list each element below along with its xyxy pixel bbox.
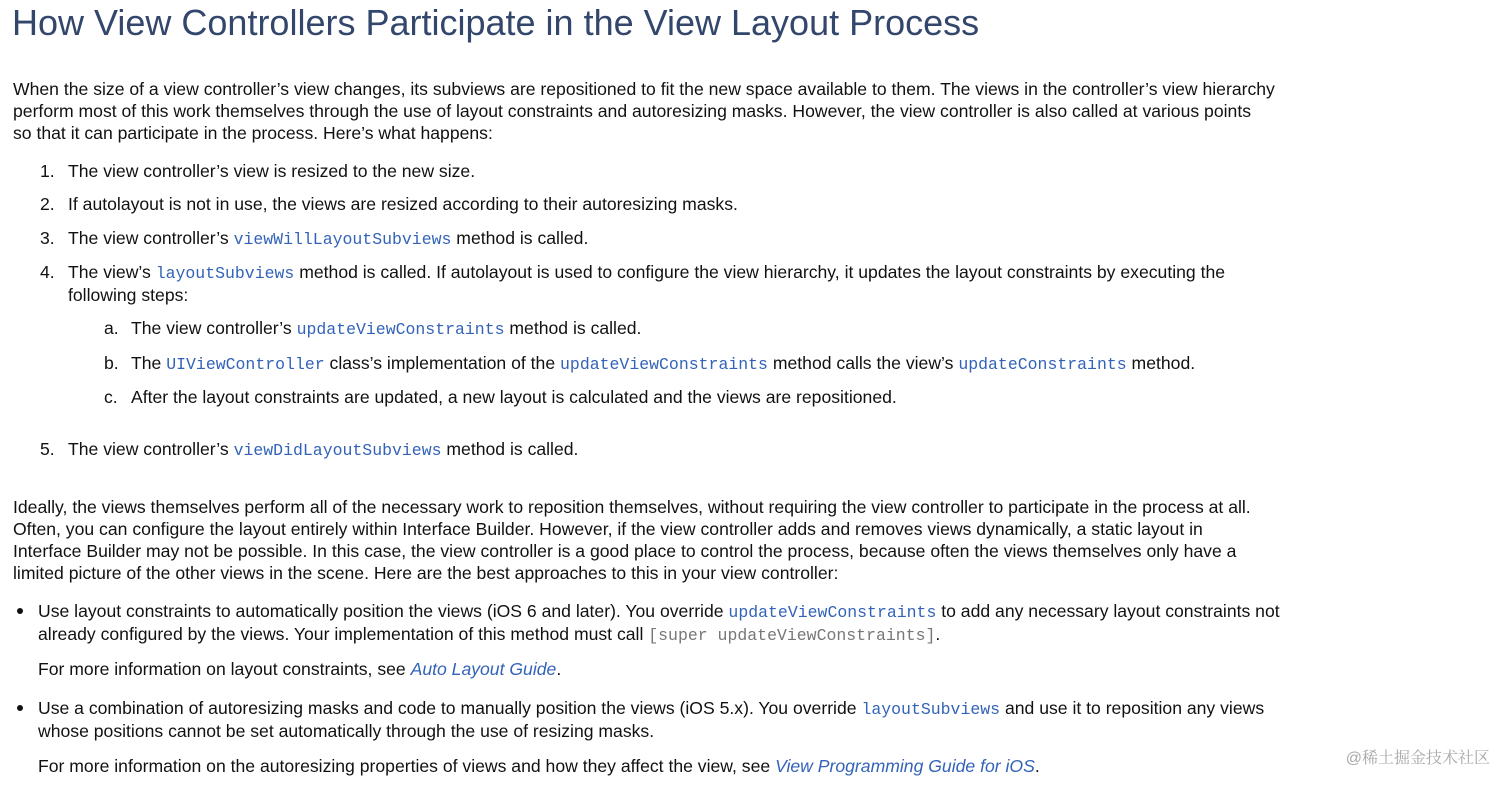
step-text [68, 227, 588, 251]
ideal-line: Often, you can configure the layout entirely within Interface Builder. However, if the view controller adds and removes views dynamically, a static layout in [13, 519, 1203, 539]
step-number: 1. [40, 161, 55, 181]
substep-text [131, 352, 1195, 376]
bullet-text [38, 600, 1280, 624]
bullet-icon [17, 705, 23, 711]
substep-text-pre: The [131, 353, 167, 373]
api-link-layoutSubviews[interactable]: layoutSubviews [155, 264, 295, 283]
api-link-viewWillLayoutSubviews[interactable]: viewWillLayoutSubviews [233, 230, 452, 249]
more-info-pre: For more information on layout constraints, see [38, 659, 411, 679]
api-link-updateConstraints[interactable]: updateConstraints [958, 355, 1127, 374]
api-link-updateViewConstraints[interactable]: updateViewConstraints [728, 603, 937, 622]
bullet-text-post: and use it to reposition any views [1000, 698, 1265, 718]
substep-text [131, 317, 641, 341]
step-text [68, 438, 578, 462]
intro-line: When the size of a view controller’s view changes, its subviews are repositioned to fit the new space available to them. The views in the controller’s view hierarchy [13, 79, 1275, 99]
page-title: How View Controllers Participate in the View Layout Process [12, 2, 980, 43]
bullet-text-continued [38, 623, 940, 647]
bullet-icon [17, 608, 23, 614]
ideal-paragraph [13, 496, 1491, 584]
substep-text-post: method. [1126, 353, 1196, 373]
substep-text-pre: The view controller’s [131, 318, 297, 338]
substep-text-post: method is called. [504, 318, 642, 338]
ideal-line: limited picture of the other views in the scene. Here are the best approaches to this in your view controller: [13, 563, 839, 583]
step-number: 2. [40, 194, 55, 214]
bullet-text-post: . [935, 624, 941, 644]
substep-letter: a. [104, 318, 119, 338]
step-number: 3. [40, 228, 55, 248]
bullet-text [38, 697, 1264, 721]
api-link-layoutSubviews[interactable]: layoutSubviews [861, 700, 1001, 719]
intro-line: perform most of this work themselves through the use of layout constraints and autoresizing masks. However, the view controller is also called at various points [13, 101, 1252, 121]
bullet-more-info [38, 658, 561, 680]
ideal-line: Ideally, the views themselves perform all of the necessary work to reposition themselves, without requiring the view controller to participate in the process at all. [13, 497, 1251, 517]
step-number: 5. [40, 439, 55, 459]
api-link-updateViewConstraints[interactable]: updateViewConstraints [296, 320, 505, 339]
auto-layout-guide-link[interactable]: Auto Layout Guide [410, 659, 557, 679]
more-info-post: . [556, 659, 562, 679]
watermark: @稀土掘金技术社区 [1345, 750, 1490, 767]
substep-text-mid: class’s implementation of the [324, 353, 561, 373]
bullet-text-pre: already configured by the views. Your implementation of this method must call [38, 624, 649, 644]
ideal-line: Interface Builder may not be possible. In this case, the view controller is a good place to control the process, because often the views themselves only have a [13, 541, 1237, 561]
step-text-post: method is called. [441, 439, 579, 459]
substep-letter: c. [104, 387, 118, 407]
step-text: The view controller’s view is resized to the new size. [68, 161, 476, 181]
api-link-UIViewController[interactable]: UIViewController [166, 355, 325, 374]
more-info-post: . [1034, 756, 1040, 776]
bullet-text-pre: Use a combination of autoresizing masks and code to manually position the views (iOS 5.x). You override [38, 698, 862, 718]
step-number: 4. [40, 262, 55, 282]
step-text-post: method is called. If autolayout is used to configure the view hierarchy, it updates the layout constraints by executing the [294, 262, 1226, 282]
step-text [68, 261, 1225, 285]
substep-letter: b. [104, 353, 119, 373]
bullet-text-pre: Use layout constraints to automatically position the views (iOS 6 and later). You override [38, 601, 729, 621]
api-link-updateViewConstraints[interactable]: updateViewConstraints [560, 355, 768, 374]
code-super-updateViewConstraints: [super updateViewConstraints] [648, 626, 936, 645]
substep-text-mid: method calls the view’s [767, 353, 959, 373]
bullet-more-info [38, 755, 1040, 777]
step-text-pre: The view controller’s [68, 228, 234, 248]
step-text-pre: The view’s [68, 262, 156, 282]
substep-text: After the layout constraints are updated, a new layout is calculated and the views are repositioned. [131, 387, 897, 407]
step-text-pre: The view controller’s [68, 439, 234, 459]
bullet-text-continued: whose positions cannot be set automatically through the use of resizing masks. [38, 721, 655, 741]
step-text-continued: following steps: [68, 285, 189, 305]
intro-line: so that it can participate in the process. Here’s what happens: [13, 123, 493, 143]
bullet-text-post: to add any necessary layout constraints not [936, 601, 1280, 621]
api-link-viewDidLayoutSubviews[interactable]: viewDidLayoutSubviews [233, 441, 442, 460]
intro-paragraph [13, 78, 1491, 144]
step-text-post: method is called. [451, 228, 589, 248]
step-text: If autolayout is not in use, the views are resized according to their autoresizing masks. [68, 194, 738, 214]
view-programming-guide-link[interactable]: View Programming Guide for iOS [775, 756, 1035, 776]
more-info-pre: For more information on the autoresizing properties of views and how they affect the view, see [38, 756, 776, 776]
